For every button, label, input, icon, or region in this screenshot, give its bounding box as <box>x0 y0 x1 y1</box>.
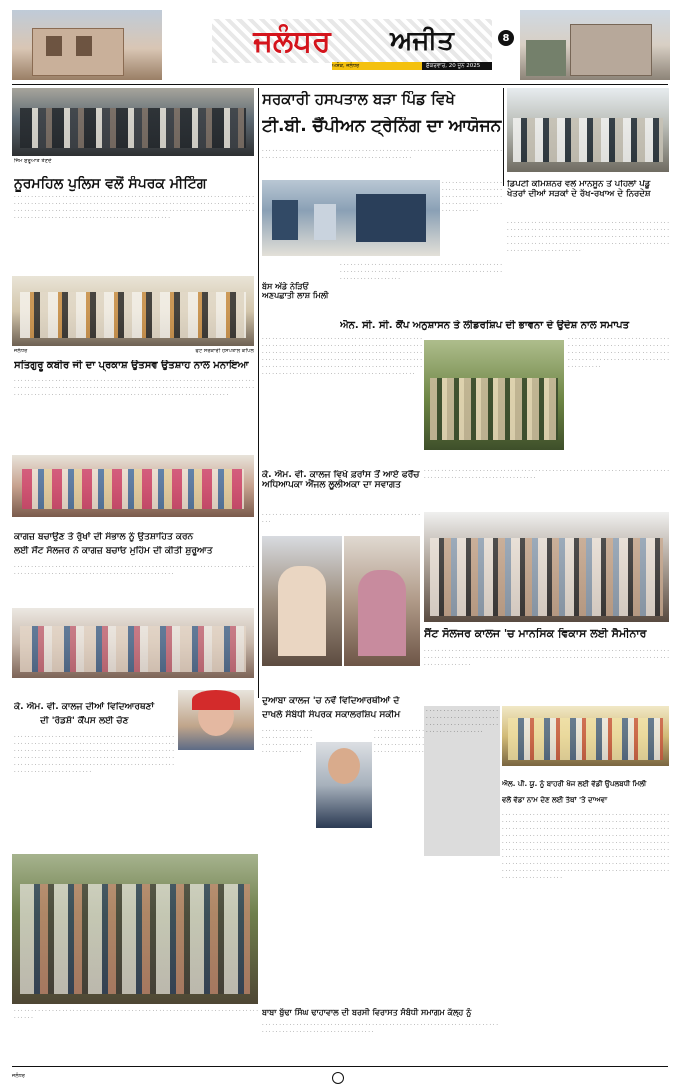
masthead-title-right: ਅਜੀਤ <box>390 25 454 56</box>
body-ncc-3: · · · · · · · · · · · · · · · · · · · · · · · · · · · · · · · · · · · · · · · · · · · · · · · · · · · · · · · · · · · · · · · · · · · · · · · · · · · · · · · · · · · · · · · · · · · · · · · · · · · · · · · · <box>424 468 669 481</box>
credit-satguru: ਫੋਟੋ ਸਰਕਾਰੀ ਹਸਪਤਾਲ ਕਪਿਲ <box>195 348 254 354</box>
headline-kmv-french: ਕੇ. ਐਮ. ਵੀ. ਕਾਲਜ ਵਿਖੇ ਫ਼ਰਾਂਸ ਤੋਂ ਆਏ ਫਰੈਂਚ ਅਧਿਆਪਕਾ ਐਂਜਲ ਲੂਲੀਅਕਾ ਦਾ ਸਵਾਗਤ <box>262 470 420 491</box>
body-ncc-2: · · · · · · · · · · · · · · · · · · · · · · · · · · · · · · · · · · · · · · · · · · · · · · · · · · · · · · · · · · · · · · · · · · · · · · · · · · · · · · · · · · · · · · · · · · · · · · · · · · · · · · · · · · · · · · · · · · · · · · · · · · · · · · <box>568 336 669 370</box>
page-number: 8 <box>502 32 510 44</box>
caption-satguru: ਜਲੰਧਰ <box>14 348 28 354</box>
photo-kagaz <box>12 608 254 678</box>
headline-sarkari-2: ਟੀ.ਬੀ. ਚੈਂਪੀਅਨ ਟ੍ਰੇਨਿੰਗ ਦਾ ਆਯੋਜਨ <box>262 117 502 136</box>
headline-bus: ਬੱਸ ਅੱਡੇ ਨੇੜਿਓਂ ਅਣਪਛਾਤੀ ਲਾਸ਼ ਮਿਲੀ <box>262 282 329 301</box>
headline-sarkari-1: ਸਰਕਾਰੀ ਹਸਪਤਾਲ ਬੜਾ ਪਿੰਡ ਵਿਖੇ <box>262 91 455 108</box>
masthead <box>212 13 492 77</box>
masthead-title-left: ਜਲੰਧਰ <box>253 23 331 59</box>
page-number-badge <box>498 30 514 46</box>
headline-nurmahal: ਨੂਰਮਹਿਲ ਪੁਲਿਸ ਵਲੋਂ ਸੰਪਰਕ ਮੀਟਿੰਗ <box>14 176 207 192</box>
headline-st-soldier-seminar: ਸੈਂਟ ਸੋਲਜਰ ਕਾਲਜ 'ਚ ਮਾਨਸਿਕ ਵਿਕਾਸ ਲਈ ਸੈਮੀਨਾਰ <box>424 628 647 640</box>
body-doaba: · · · · · · · · · · · · · · · · · · · · · · · · · · · · · · · · · · · · · · · · · · · · · · · · · · · · · · · · · <box>262 728 312 755</box>
photo-satguru <box>12 276 254 346</box>
masthead-date: ਸ਼ੁੱਕਰਵਾਰ, 20 ਜੂਨ 2025 <box>426 63 481 69</box>
body-baba: · · · · · · · · · · · · · · · · · · · · · · · · · · · · · · · · · · · · · · · · · · · · · · · · · · · · · · · · · · · · · · · · · · · · · · · · · · · · · · · · · · · · · · · · · · · · · · · · · · · · · · <box>262 1022 498 1035</box>
headline-doaba-2: ਦਾਖਲੇ ਸੰਬੰਧੀ ਸੰਪਰਕ ਸਕਾਲਰਸ਼ਿਪ ਸਕੀਮ <box>262 710 401 720</box>
headline-lpu-2: ਵਲੋਂ ਵੱਡਾ ਨਾਮ ਦੇਣ ਲਈ ਤੱਥਾਂ 'ਤੇ ਦਾਅਵਾ <box>502 796 608 804</box>
registration-mark-bottom <box>332 1072 344 1084</box>
masthead-photo-left <box>12 10 162 80</box>
headline-doaba-1: ਦੁਆਬਾ ਕਾਲਜ 'ਚ ਨਵੇਂ ਵਿਦਿਆਰਥੀਆਂ ਦੇ <box>262 696 400 706</box>
col-rule-2 <box>503 88 504 186</box>
body-bus: · · · · · · · · · · · · · · · · · · · · · · · · · · · · · · · · · · · · · · · · · · · · · · · · · · · · · · · · · · · · · · · · · · · · · · · · · · · · · · · · · · · · · · · · · · · · · · · · · · · · · · · · · · · · · · · · <box>340 262 502 282</box>
caption-nurmahal-photo: ਜਿੰਮ ਸ਼ੁਰੂਆਤ ਤੇਣਦੇ <box>14 158 52 164</box>
body-diploma: · · · · · · · · · · · · · · · · · · · · · · · · · · · · · · · · · · · · · · · · · · · · · · · · · · · · · · · · · · · · · · · · · · · · · · · · · · · · · · · · · · · · · · · · · · · · · · · · · · · · · · · · · · · · · · · · · · · · · · · · · · · · · · · · · · · · · · · · · · · · · · · · · · · · · · · · · · · · · · · · · · · · · · · · · · · · · · · · · · · · · · · · · · · · · · · · · · · · · · · · · · · · · · · · · · <box>507 220 669 254</box>
body-kagaz: · · · · · · · · · · · · · · · · · · · · · · · · · · · · · · · · · · · · · · · · · · · · · · · · · · · · · · · · · · · · · · · · · · · · · · · · · · · · · · · · · · · · · · · · · · · · · · · · · · · · · · · · · · · · · · · · · · · · · <box>14 564 254 577</box>
body-kmv-cheque: · · · · · · · · · · · · · · · · · · · · · · · · · · · · · · · · · · · · · · · · · · · · · · · · · · · · · · · · · · · · · · · · · · · · · · · · · · · · · · · · · · · · · · · · · · · · · · · · · · · · · · · · · · · · · · · · · · · · · · · · · · · · · · · · · · · · · · · · · · · · · · · · · · · · · · · · · · · · · · · · · · · · · · · · · · · · · · · · · · · · · · · · · · · · · · · · · · · · · · · · · · · · · · · · · · · · · · · · · · · · · · · · · · · · · · · · · · · · · · · · · · · · · · · · · · · · · · · · · · <box>14 734 174 775</box>
body-sarkari-2: · · · · · · · · · · · · · · · · · · · · · · · · · · · · · · · · · · · · · · · · · · · · · · · · · · · · · · · · · · · · · · · · · · · · · · · · · · · · · · · · · · · <box>442 180 502 214</box>
body-kmv-french: · · · · · · · · · · · · · · · · · · · · · · · · · · · · · · · · · · · · · · · · · · · · · · · · · <box>262 512 420 525</box>
body-doaba-2: · · · · · · · · · · · · · · · · · · · · · · · · · · · · · · · · · · · · · · · · · · · · · · · · · · · · · · · · · · · · <box>374 728 424 755</box>
headline-ncc: ਐਨ. ਸੀ. ਸੀ. ਕੈਂਪ ਅਨੁਸ਼ਾਸਨ ਤੇ ਲੀਡਰਸ਼ਿਪ ਦੀ ਭਾਵਨਾ ਦੇ ਉਦੇਸ਼ ਨਾਲ ਸਮਾਪਤ <box>340 320 630 331</box>
photo-kmv-french-2 <box>344 536 420 666</box>
photo-tb-training <box>262 180 440 256</box>
photo-kmv-french <box>262 536 342 666</box>
photo-nurmahal-group <box>12 88 254 156</box>
photo-satguru-2 <box>12 455 254 517</box>
headline-diploma: ਡਿਪਟੀ ਕਮਿਸ਼ਨਰ ਵਲੋਂ ਮਾਨਸੂਨ ਤੋਂ ਪਹਿਲਾਂ ਪੇਂਡੂ ਖੇਤਰਾਂ ਦੀਆਂ ਸੜਕਾਂ ਦੇ ਰੱਖ-ਰਖਾਅ ਦੇ ਨਿਰਦੇਸ਼ <box>507 180 651 199</box>
photo-tree-planting <box>12 854 258 1004</box>
photo-lpu <box>502 706 669 766</box>
photo-st-soldier-seminar <box>424 512 669 622</box>
col-rule-1 <box>258 88 259 698</box>
headline-lpu-1: ਐਲ. ਪੀ. ਯੂ. ਨੂੰ ਬਾਹਰੀ ਖੋਜ ਲਈ ਵੱਡੀ ਉਪਲਬਧੀ ਮਿਲੀ <box>502 780 647 788</box>
body-sarkari: · · · · · · · · · · · · · · · · · · · · · · · · · · · · · · · · · · · · · · · · · · · · · · · · · · · · · · · · · · · · · · · · · · · · · · · · · · · · · · · · · · · · · · · · · · · · · · · · · · · · · · · · · · · · · · · · · · <box>262 148 502 161</box>
headline-satguru: ਸਤਿਗੁਰੂ ਕਬੀਰ ਜੀ ਦਾ ਪ੍ਰਕਾਸ਼ ਉਤਸਵ ਉਤਸ਼ਾਹ ਨਾਲ ਮਨਾਇਆ <box>14 360 249 371</box>
body-satguru: · · · · · · · · · · · · · · · · · · · · · · · · · · · · · · · · · · · · · · · · · · · · · · · · · · · · · · · · · · · · · · · · · · · · · · · · · · · · · · · · · · · · · · · · · · · · · · · · · · · · · · · · · · · · · · · · · · · · · · · · · · · · · · · · · · · · · · · · · · · · · · · · · · · · · · · · · · · · · · · · · · · · · · · · · · · · · · · · · · · · · · · · · · · · · · · · · · · · · · · · · · · <box>14 378 254 398</box>
footer-left: ਜਲੰਧਰ <box>12 1073 25 1079</box>
photo-kmv-man <box>178 690 254 750</box>
headline-kagaz-2: ਲਈ ਸੇਂਟ ਸੋਲਜਰ ਨੇ ਕਾਗਜ਼ ਬਚਾਓ ਮੁਹਿੰਮ ਦੀ ਕੀਤੀ ਸ਼ੁਰੂਆਤ <box>14 546 213 556</box>
photo-doaba <box>316 742 372 828</box>
photo-road-inspection <box>507 88 669 172</box>
body-tree-caption: · · · · · · · · · · · · · · · · · · · · · · · · · · · · · · · · · · · · · · · · · · · · · · · · · · · · · · · · · · · · · · · · · · · · · · · · · · · · · <box>14 1008 258 1021</box>
body-nurmahal: · · · · · · · · · · · · · · · · · · · · · · · · · · · · · · · · · · · · · · · · · · · · · · · · · · · · · · · · · · · · · · · · · · · · · · · · · · · · · · · · · · · · · · · · · · · · · · · · · · · · · · · · · · · · · · · · · · · · · · · · · · · · · · · · · · · · · · · · · · · · · · · · · · · · · · · · · · · · · · · · · · · · · · · · · · · · · · · · · · · · · · · · · · · · · · · · · · · · · · · · · · · · · · · · · · · · · · · · · · · · · · · · · · · · · · · · · · · · · · · · · · · · · · · · · · · · · · · · <box>14 194 254 221</box>
masthead-photo-right <box>520 10 670 80</box>
body-lpu: · · · · · · · · · · · · · · · · · · · · · · · · · · · · · · · · · · · · · · · · · · · · · · · · · · · · · · · · · · · · · · · · · · · · · · · · · · · · · · · · <box>426 708 498 735</box>
photo-ncc <box>424 340 564 450</box>
body-ncc: · · · · · · · · · · · · · · · · · · · · · · · · · · · · · · · · · · · · · · · · · · · · · · · · · · · · · · · · · · · · · · · · · · · · · · · · · · · · · · · · · · · · · · · · · · · · · · · · · · · · · · · · · · · · · · · · · · · · · · · · · · · · · · · · · · · · · · · · · · · · · · · · · · · · · · · · · · · · · · · · · · · · · · · · · · · · · · · · · · · · · · · · · · · · · · · · · · · · · · · · · · · · · · · · · · · · · · · · · · · · · · · · · · · · · · · · · · · · · · · · · · · · · · · · · · · · · · · · · · · · · · · · · · · · · · · · · · · · · · · · <box>262 336 422 377</box>
footer-rule <box>12 1066 668 1067</box>
headline-baba: ਬਾਬਾ ਬੁੱਢਾ ਸਿੰਘ ਢਾਹਾਵਾਲ ਦੀ ਬਰਸੀ ਵਿਰਾਸਤ ਸੰਬੰਧੀ ਸਮਾਗਮ ਕੱਲ੍ਹ ਨੂੰ <box>262 1008 472 1017</box>
headline-kagaz-1: ਕਾਗਜ਼ ਬਚਾਉਣ ਤੇ ਰੁੱਖਾਂ ਦੀ ਸੰਭਾਲ ਨੂੰ ਉਤਸ਼ਾਹਿਤ ਕਰਨ <box>14 532 194 542</box>
body-lpu-2: · · · · · · · · · · · · · · · · · · · · · · · · · · · · · · · · · · · · · · · · · · · · · · · · · · · · · · · · · · · · · · · · · · · · · · · · · · · · · · · · · · · · · · · · · · · · · · · · · · · · · · · · · · · · · · · · · · · · · · · · · · · · · · · · · · · · · · · · · · · · · · · · · · · · · · · · · · · · · · · · · · · · · · · · · · · · · · · · · · · · · · · · · · · · · · · · · · · · · · · · · · · · · · · · · · · · · · · · · · · · · · · · · · · · · · · · · · · · · · · · · · · · · · · · · · · · · · · · · · · · · · · · · · · · · · · · · · · · · · · · · · · · · · · · · · · · · · · · · · · · · · · · · · · · · · · · · · · · · · · · · · · · · · · · · · · · · · · · · · · · · · · · · · · · · · · · · · · · · · · · · · · · · · · · · · · · · · · · · · · · · · · · · · · · · · · · · · · · · · · · · · · · · · · · · · · · · · · · · · · · · · · · · · · · · · · · · · · · · · · · · · · · · · · · · · · · · · · · · · · <box>502 812 669 881</box>
masthead-rule <box>12 84 668 85</box>
headline-kmv-cheque-1: ਕੇ. ਐਮ. ਵੀ. ਕਾਲਜ ਦੀਆਂ ਵਿਦਿਆਰਥਣਾਂ <box>14 702 155 712</box>
masthead-subtitle: ਅਸ਼ੋਕ, ਜਲੰਧਰ <box>332 63 360 69</box>
headline-kmv-cheque-2: ਦੀ 'ਰੋਡਸ਼ੋ' ਕੈਂਪਸ ਲਈ ਚੋਣ <box>40 716 129 726</box>
body-st-soldier-seminar: · · · · · · · · · · · · · · · · · · · · · · · · · · · · · · · · · · · · · · · · · · · · · · · · · · · · · · · · · · · · · · · · · · · · · · · · · · · · · · · · · · · · · · · · · · · · · · · · · · · · · · · · · · · · · · · · · · · · · · · · · · · · · · · · · · · · · · · · · · · · · · · · · · · · · · · · · · · · <box>424 648 669 668</box>
